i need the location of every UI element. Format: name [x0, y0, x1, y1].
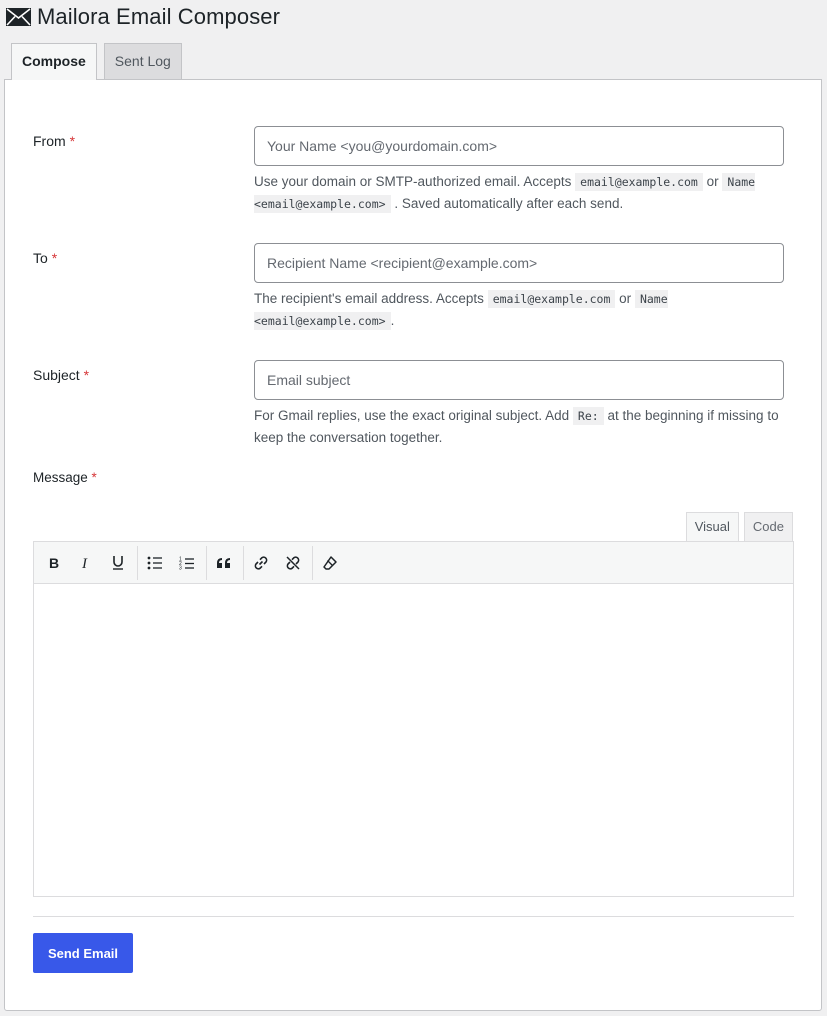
bullet-list-icon[interactable]: [140, 548, 170, 578]
required-mark: *: [69, 133, 76, 149]
message-body[interactable]: [34, 584, 793, 896]
unlink-icon[interactable]: [278, 548, 308, 578]
to-label: To *: [33, 250, 58, 266]
code-sample: Name <email@example.com>: [254, 175, 756, 211]
code-sample: email@example.com: [575, 173, 703, 191]
tab-visual[interactable]: Visual: [686, 512, 739, 541]
toolbar-divider: [137, 546, 138, 580]
toolbar-divider: [243, 546, 244, 580]
from-label: From *: [33, 133, 76, 149]
editor-toolbar: [34, 542, 793, 584]
blockquote-icon[interactable]: [209, 548, 239, 578]
svg-text:3: 3: [179, 565, 182, 570]
code-sample: email@example.com: [488, 290, 616, 308]
svg-text:I: I: [82, 555, 87, 570]
tab-code[interactable]: Code: [744, 512, 793, 541]
to-help: The recipient's email address. Accepts email@example.com or Name <email@example.com> .: [254, 291, 668, 328]
toolbar-divider: [206, 546, 207, 580]
message-label: Message *: [33, 470, 97, 485]
subject-help: For Gmail replies, use the exact original subject. Add Re: at the beginning if missing to keep the conversation together.: [254, 408, 779, 445]
required-mark: *: [51, 250, 58, 266]
page-title: Mailora Email Composer: [37, 4, 281, 29]
send-email-button[interactable]: Send Email: [33, 933, 133, 973]
divider: [33, 916, 794, 917]
compose-panel: [4, 79, 822, 1011]
subject-input[interactable]: [254, 360, 784, 400]
required-mark: *: [83, 367, 90, 383]
envelope-icon: [6, 7, 32, 27]
code-sample: Name <email@example.com>: [254, 292, 668, 328]
tab-compose[interactable]: Compose: [11, 43, 97, 80]
bold-icon[interactable]: [39, 548, 69, 578]
italic-icon[interactable]: [71, 548, 101, 578]
svg-text:2: 2: [179, 560, 182, 567]
underline-icon[interactable]: [103, 548, 133, 578]
subject-label: Subject *: [33, 367, 90, 383]
toolbar-divider: [312, 546, 313, 580]
link-icon[interactable]: [246, 548, 276, 578]
to-input[interactable]: [254, 243, 784, 283]
from-help: Use your domain or SMTP-authorized email. Accepts email@example.com or Name <email@example.com> . Saved automatically after each send.: [254, 174, 756, 211]
message-editor: [33, 541, 794, 897]
from-input[interactable]: [254, 126, 784, 166]
eraser-icon[interactable]: [315, 548, 345, 578]
code-sample: Re:: [573, 407, 604, 425]
required-mark: *: [91, 470, 97, 485]
app-header: [6, 4, 280, 30]
editor-mode-tabs: [681, 512, 793, 541]
main-tabs: [11, 43, 189, 80]
svg-text:1: 1: [179, 556, 182, 562]
svg-text:B: B: [49, 555, 60, 570]
tab-sent-log[interactable]: Sent Log: [104, 43, 182, 79]
numbered-list-icon[interactable]: [172, 548, 202, 578]
